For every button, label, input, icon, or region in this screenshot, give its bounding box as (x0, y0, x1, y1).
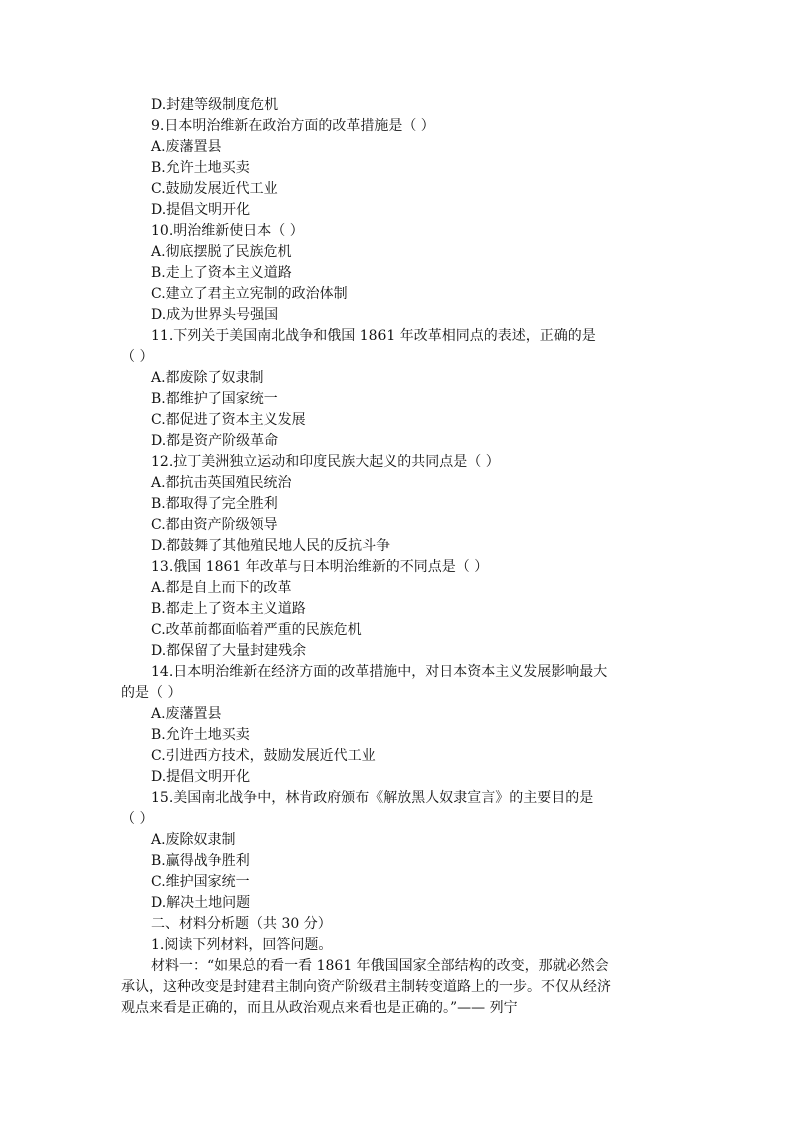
question-14: 14.日本明治维新在经济方面的改革措施中，对日本资本主义发展影响最大 (151, 664, 608, 680)
option-d: D.解决土地问题 (151, 895, 251, 911)
material-text: 观点来看是正确的，而且从政治观点来看也是正确的。”—— 列宁 (121, 1000, 518, 1016)
option-a: A.废藩置县 (151, 706, 222, 722)
question-11: 11.下列关于美国南北战争和俄国 1861 年改革相同点的表述，正确的是 (151, 328, 596, 344)
question-13: 13.俄国 1861 年改革与日本明治维新的不同点是（ ） (151, 559, 489, 575)
option-b: B.都走上了资本主义道路 (151, 601, 306, 617)
option-d: D.都保留了大量封建残余 (151, 643, 307, 659)
question-15: 15.美国南北战争中，林肯政府颁布《解放黑人奴隶宣言》的主要目的是 (151, 790, 594, 806)
option-b: B.赢得战争胜利 (151, 853, 250, 869)
question-10: 10.明治维新使日本（ ） (151, 223, 304, 239)
text-line: D.封建等级制度危机 (151, 97, 279, 113)
option-c: C.引进西方技术，鼓励发展近代工业 (151, 748, 376, 764)
option-c: C.改革前都面临着严重的民族危机 (151, 622, 362, 638)
option-c: C.都由资产阶级领导 (151, 517, 278, 533)
option-d: D.成为世界头号强国 (151, 307, 279, 323)
question-14-cont: 的是（ ） (121, 685, 182, 701)
material-text: 承认，这种改变是封建君主制向资产阶级君主制转变道路上的一步。不仅从经济 (121, 979, 611, 995)
question-1: 1.阅读下列材料，回答问题。 (151, 937, 333, 953)
question-11-cont: （ ） (121, 349, 154, 365)
option-b: B.都维护了国家统一 (151, 391, 278, 407)
question-12: 12.拉丁美洲独立运动和印度民族大起义的共同点是（ ） (151, 454, 500, 470)
option-c: C.建立了君主立宪制的政治体制 (151, 286, 348, 302)
option-d: D.都是资产阶级革命 (151, 433, 279, 449)
option-a: A.彻底摆脱了民族危机 (151, 244, 292, 260)
option-c: C.维护国家统一 (151, 874, 250, 890)
option-d: D.提倡文明开化 (151, 769, 251, 785)
option-b: B.允许土地买卖 (151, 727, 250, 743)
option-b: B.允许土地买卖 (151, 160, 250, 176)
material-text: 材料一：“如果总的看一看 1861 年俄国国家全部结构的改变，那就必然会 (151, 958, 609, 974)
option-d: D.都鼓舞了其他殖民地人民的反抗斗争 (151, 538, 391, 554)
option-d: D.提倡文明开化 (151, 202, 251, 218)
option-b: B.都取得了完全胜利 (151, 496, 278, 512)
question-9: 9.日本明治维新在政治方面的改革措施是（ ） (151, 118, 435, 134)
option-c: C.鼓励发展近代工业 (151, 181, 278, 197)
option-a: A.都是自上而下的改革 (151, 580, 292, 596)
option-a: A.废除奴隶制 (151, 832, 236, 848)
option-a: A.废藩置县 (151, 139, 222, 155)
question-15-cont: （ ） (121, 811, 154, 827)
option-c: C.都促进了资本主义发展 (151, 412, 306, 428)
option-b: B.走上了资本主义道路 (151, 265, 292, 281)
section-heading: 二、材料分析题（共 30 分） (151, 916, 332, 932)
option-a: A.都抗击英国殖民统治 (151, 475, 292, 491)
option-a: A.都废除了奴隶制 (151, 370, 264, 386)
